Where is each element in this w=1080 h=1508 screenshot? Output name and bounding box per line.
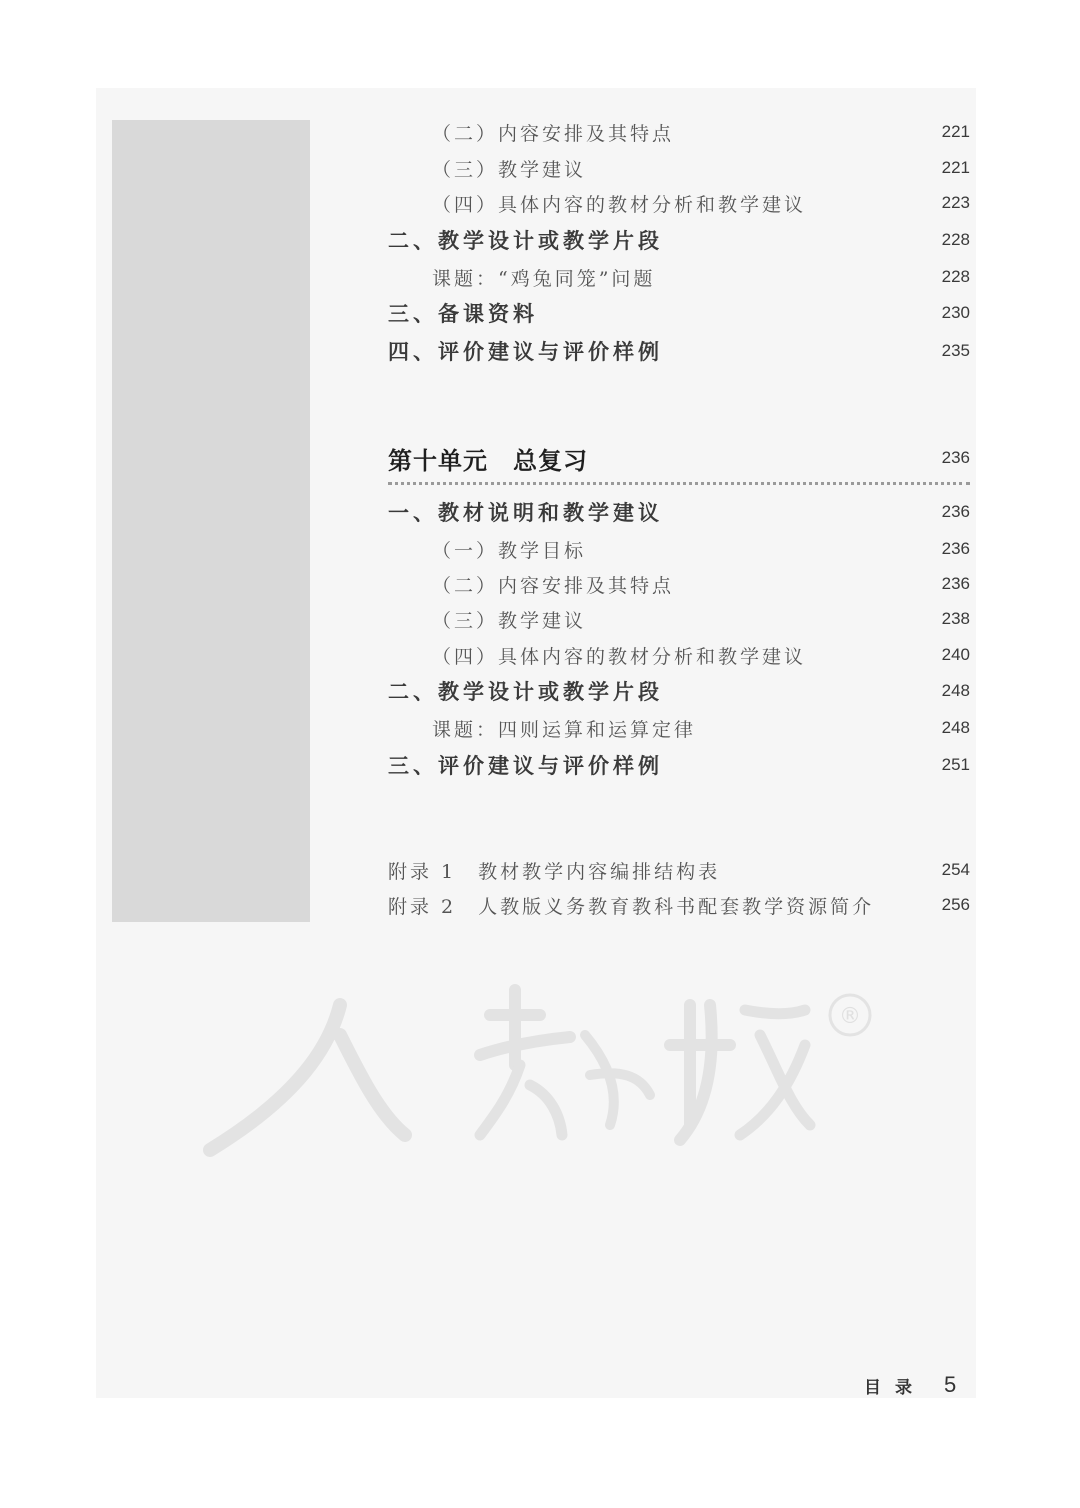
toc-entry-label: 一、教材说明和教学建议 [388,500,663,525]
toc-entry-label: 二、教学设计或教学片段 [388,679,663,704]
toc-entry-page: 248 [941,681,970,700]
toc-entry[interactable] [388,225,970,255]
toc-entry[interactable] [388,117,970,147]
toc-entry-label: 课题：四则运算和运算定律 [432,718,697,741]
toc-entry-page: 230 [941,303,970,322]
appendix-label: 附录 1 教材教学内容编排结构表 [388,860,721,883]
toc-entry-label: （四）具体内容的教材分析和教学建议 [432,193,807,216]
toc-entry[interactable] [388,569,970,599]
toc-entry[interactable] [388,497,970,527]
footer-page-number: 5 [944,1372,957,1397]
appendix-entry[interactable] [388,890,970,920]
toc-entry-label: 二、教学设计或教学片段 [388,228,663,253]
toc-entry[interactable] [388,534,970,564]
registered-mark: ® [839,1004,861,1029]
unit-page: 236 [941,448,970,467]
toc-entry[interactable] [388,676,970,706]
appendix-page: 254 [941,860,970,879]
toc-entry-label: 三、评价建议与评价样例 [388,753,663,778]
toc-entry-page: 235 [941,341,970,360]
toc-entry-label: 四、评价建议与评价样例 [388,339,663,364]
toc-entry[interactable] [388,153,970,183]
toc-entry-label: 课题：“鸡兔同笼”问题 [432,267,656,290]
publisher-watermark-logo [190,975,890,1165]
toc-entry[interactable] [388,262,970,292]
toc-entry-label: （二）内容安排及其特点 [432,122,675,145]
toc-entry[interactable] [388,336,970,366]
toc-entry-page: 221 [941,122,970,141]
toc-entry-page: 223 [941,193,970,212]
toc-entry-page: 236 [941,539,970,558]
toc-entry-page: 238 [941,609,970,628]
toc-entry-page: 251 [941,755,970,774]
toc-entry[interactable] [388,604,970,634]
toc-entry-page: 248 [941,718,970,737]
appendix-page: 256 [941,895,970,914]
appendix-label: 附录 2 人教版义务教育教科书配套教学资源简介 [388,895,875,918]
page-footer [864,1370,956,1400]
toc-entry-label: 三、备课资料 [388,301,538,326]
side-panel [112,120,310,922]
dotted-divider [388,482,970,485]
unit-heading[interactable] [388,438,970,478]
toc-entry-page: 228 [941,230,970,249]
toc-entry-page: 236 [941,574,970,593]
toc-entry-label: （一）教学目标 [432,539,587,562]
toc-entry[interactable] [388,298,970,328]
toc-entry-page: 240 [941,645,970,664]
footer-section-label: 目录 [864,1377,926,1398]
toc-entry-page: 221 [941,158,970,177]
unit-title: 第十单元 总复习 [388,445,588,475]
toc-entry[interactable] [388,750,970,780]
toc-entry-label: （四）具体内容的教材分析和教学建议 [432,645,807,668]
toc-entry-label: （三）教学建议 [432,158,587,181]
toc-entry-label: （二）内容安排及其特点 [432,574,675,597]
toc-entry[interactable] [388,188,970,218]
toc-entry-page: 228 [941,267,970,286]
toc-entry-page: 236 [941,502,970,521]
toc-entry[interactable] [388,713,970,743]
appendix-entry[interactable] [388,855,970,885]
toc-entry[interactable] [388,640,970,670]
toc-entry-label: （三）教学建议 [432,609,587,632]
